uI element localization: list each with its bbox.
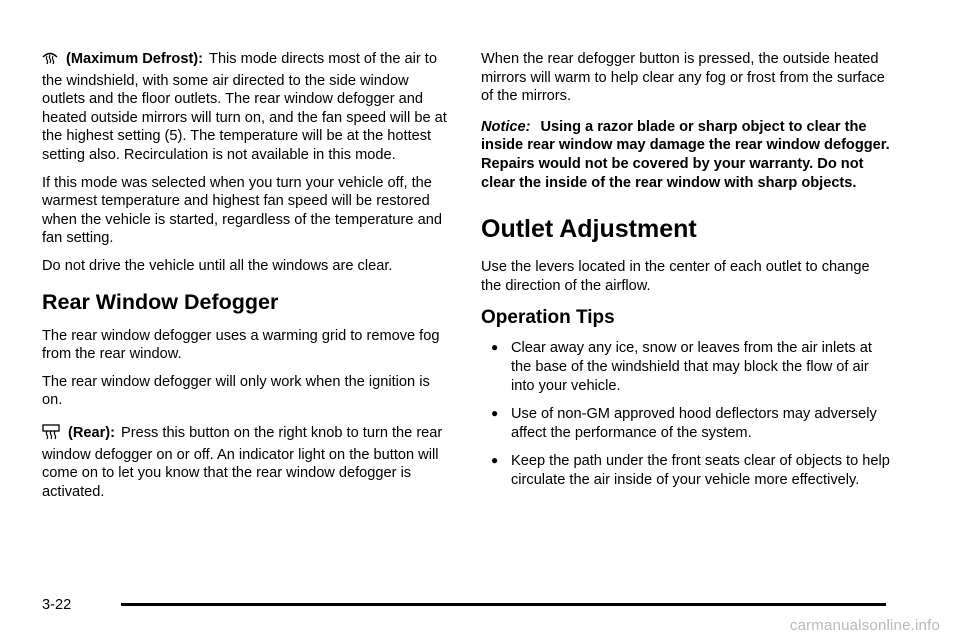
footer-rule <box>121 603 886 606</box>
rear-defrost-icon <box>42 424 60 446</box>
notice-paragraph <box>481 118 891 192</box>
mirrors-paragraph: When the rear defogger button is pressed, the outside heated mirrors will warm to help clear any fog or frost from the surface of the mirrors. <box>481 51 885 105</box>
restore-paragraph: If this mode was selected when you turn your vehicle off, the warmest temperature and highest fan speed will be restored when the vehicle is started, regardless of the temperature and fan setting. <box>42 174 442 247</box>
outlet-adjustment-heading: Outlet Adjustment <box>481 215 697 244</box>
list-item: ● Keep the path under the front seats clear of objects to help circulate the air inside of your vehicle more effectively. <box>491 453 890 488</box>
outlet-paragraph: Use the levers located in the center of each outlet to change the direction of the airflow. <box>481 259 870 294</box>
list-item: ● Use of non-GM approved hood deflectors may adversely affect the performance of the system. <box>491 406 877 441</box>
left-column <box>42 50 452 510</box>
rear-label: (Rear): <box>68 424 116 441</box>
bullet-icon: ● <box>491 453 499 468</box>
max-defrost-label: (Maximum Defrost): <box>66 51 204 67</box>
watermark: carmanualsonline.info <box>789 617 940 634</box>
front-defrost-icon <box>42 50 58 72</box>
rear-defogger-paragraph-1: The rear window defogger uses a warming grid to remove fog from the rear window. <box>42 327 440 363</box>
notice-label: Notice: <box>481 118 531 135</box>
rear-button-paragraph <box>42 424 452 501</box>
operation-tips-heading: Operation Tips <box>481 307 615 329</box>
max-defrost-paragraph <box>42 50 452 165</box>
list-item: ● Clear away any ice, snow or leaves from the air inlets at the base of the windshield that may block the flow of air into your vehicle. <box>491 340 872 394</box>
tips-list <box>481 339 891 489</box>
right-column <box>481 50 891 500</box>
rear-defogger-heading: Rear Window Defogger <box>42 289 279 314</box>
bullet-icon: ● <box>491 340 499 355</box>
rear-text: Press this button on the right knob to turn the rear window defogger on or off. An indicator light on the button will come on to let you know that the rear window defogger is activated. <box>42 424 443 500</box>
max-defrost-text: This mode directs most of the air to the windshield, with some air directed to the side window outlets and the floor outlets. The rear window defogger and heated outside mirrors will turn on, and the fan speed will be at the highest setting (5). The temperature will be at the hottest setting also. Recirculation is not available in this mode. <box>42 51 447 163</box>
clear-windows-paragraph: Do not drive the vehicle until all the windows are clear. <box>42 257 393 274</box>
rear-defogger-paragraph-2: The rear window defogger will only work when the ignition is on. <box>42 373 430 409</box>
notice-text: Using a razor blade or sharp object to clear the inside rear window may damage the rear window defogger. Repairs would not be covered by your warranty. Do not clear the inside of the rear window with sharp objects. <box>481 118 890 191</box>
bullet-icon: ● <box>491 406 499 421</box>
page-number: 3-22 <box>42 597 72 613</box>
